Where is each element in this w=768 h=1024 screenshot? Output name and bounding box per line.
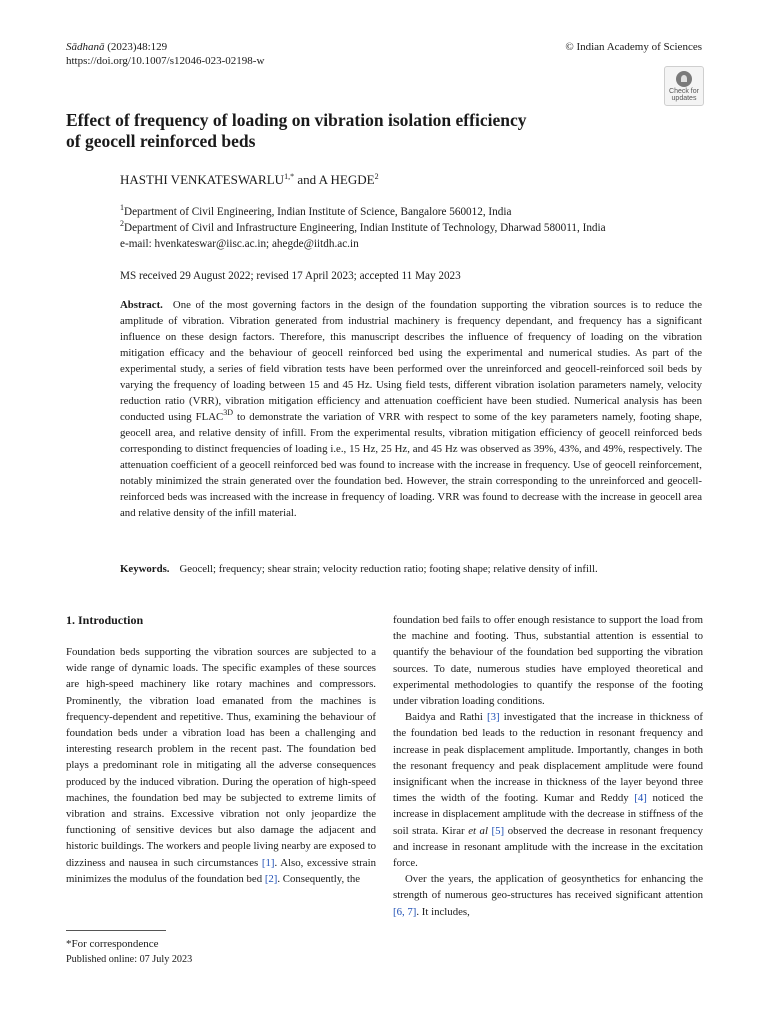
- check-updates-line2: updates: [671, 95, 697, 102]
- citation-link-2[interactable]: [2]: [264, 872, 278, 885]
- p3-text-b: . It includes,: [416, 905, 470, 918]
- author-1: HASTHI VENKATESWARLU: [120, 172, 285, 187]
- intro-text-2: . Also, excessive strain minimizes the modulus of the foundation bed: [66, 856, 376, 885]
- left-column: [66, 644, 376, 887]
- paper-title: [66, 110, 626, 152]
- published-online-note: Published online: 07 July 2023: [66, 954, 193, 965]
- abstract-text-part-1: One of the most governing factors in the design of the foundation supporting the vibration sources is to reduce the amplitude of vibration. Vibration generated from industrial machinery is frequency dependant, and frequency has a significant influence on these design factors. Therefore, this manuscript describes the influence of frequency of loading on the vibration mitigation efficacy and the behaviour of geocell reinforced bed using the experimental and numerical studies. As part of the experimental study, a series of field vibration tests have been performed over the unreinforced and geocell-reinforced soil beds by varying the frequency of loading between 15 and 45 Hz. Using field tests, different vibration isolation parameters namely, velocity reduction ratio (VRR), vibration mitigation efficiency and attenuation coefficient have been studied. Numerical analysis has been conducted using FLAC: [120, 299, 702, 423]
- citation-link-7[interactable]: 7]: [407, 905, 417, 918]
- intro-paragraph-2: [393, 709, 703, 871]
- affiliation-2: Department of Civil and Infrastructure Engineering, Indian Institute of Technology, Dharwad 580011, India: [124, 222, 606, 234]
- citation-link-1[interactable]: [1]: [261, 856, 275, 869]
- abstract-text-part-2: to demonstrate the variation of VRR with respect to some of the key parameters namely, footing shape, geocell area, and relative density of infill. From the experimental results, vibration mitigation efficiency of geocell reinforced beds corresponding to distinct frequencies of loading i.e., 15 Hz, 25 Hz, and 45 Hz was observed as 39%, 43%, and 49%, respectively. The attenuation coefficient of a geocell reinforced bed was found to increase with the increase in frequency. Use of geocell reinforcement, notably minimized the strain generated over the foundation bed. However, the strain corresponding to the unreinforced and geocell-reinforced beds was increased with the increase in frequency of loading. VRR was found to decrease with the increase in geocell area and relative density of the infill material.: [120, 411, 703, 519]
- section-heading-introduction: 1. Introduction: [66, 613, 144, 627]
- p2-text-c: noticed the increase in displacement amplitude with the decrease in stiffness of the soil strata. Kirar: [393, 792, 703, 837]
- keywords-text: Geocell; frequency; shear strain; velocity reduction ratio; footing shape; relative density of infill.: [179, 563, 598, 575]
- journal-name: Sādhanā: [66, 41, 105, 53]
- p3-text-a: Over the years, the application of geosynthetics for enhancing the strength of numerous geo-structures has received significant attention: [393, 873, 703, 902]
- affiliation-1-mark: 1: [120, 203, 124, 212]
- received-dates: MS received 29 August 2022; revised 17 April 2023; accepted 11 May 2023: [120, 270, 461, 282]
- bookmark-icon: [676, 71, 692, 87]
- correspondence-note: *For correspondence: [66, 938, 159, 950]
- citation-link-4[interactable]: [4]: [634, 792, 647, 805]
- abstract: [120, 297, 702, 521]
- journal-ref: (2023)48:129: [104, 41, 168, 53]
- author-2-affiliation-mark: 2: [374, 172, 379, 181]
- title-line-2: of geocell reinforced beds: [66, 131, 256, 151]
- citation-link-6[interactable]: [6,: [393, 905, 405, 918]
- p2-text-d: observed the decrease in resonant frequency and increase in resonant amplitude with the increase in the excitation force.: [393, 824, 704, 870]
- title-line-1: Effect of frequency of loading on vibration isolation efficiency: [66, 110, 527, 130]
- et-al: et al: [468, 824, 488, 837]
- affiliations: [120, 204, 710, 252]
- keywords: [120, 561, 702, 577]
- citation-link-5[interactable]: [5]: [491, 824, 505, 837]
- citation-link-3[interactable]: [3]: [486, 711, 500, 724]
- keywords-label: Keywords.: [120, 563, 170, 575]
- intro-paragraph-1: [66, 644, 376, 887]
- check-updates-line1: Check for: [669, 88, 699, 95]
- check-for-updates-badge[interactable]: [664, 66, 704, 106]
- affiliation-2-mark: 2: [120, 219, 124, 228]
- intro-paragraph-continued: foundation bed fails to offer enough resistance to support the load from the machine and footing. Thus, substantial attention is essential to quantify the behaviour of the foundation bed supporting the vibration sources. To date, numerous studies have employed theoretical and experimental methodologies to quantify the response of the footing under vibration loading conditions.: [393, 614, 703, 708]
- right-column: [393, 612, 703, 920]
- footnote-rule: [66, 930, 166, 931]
- p2-text-a: Baidya and Rathi: [405, 711, 487, 724]
- flac-superscript: 3D: [223, 408, 234, 417]
- p2-text-b: investigated that the increase in thickness of the foundation bed leads to the reduction in resonant frequency and increase in peak displacement amplitude. Importantly, changes in both the resonant frequency and peak displacement amplitude were found insignificant when the increase in thickness of the layer beyond three times the width of the footing. Kumar and Reddy: [393, 711, 703, 805]
- affiliation-1: Department of Civil Engineering, Indian Institute of Science, Bangalore 560012, India: [124, 206, 512, 218]
- publisher-notice: © Indian Academy of Sciences: [565, 41, 702, 53]
- intro-text-1: Foundation beds supporting the vibration sources are subjected to a wide range of dynamic loads. The specific examples of these sources are high-speed machinery like rotary machines and compressors. Prominently, the vibration load emanated from the machines is frequency-dependent and repetitive. Thus, examining the behaviour of foundation beds under a vibration load has been a challenging and interesting research problem in the recent past. The foundation bed plays a predominant role in mitigating all the adverse consequences produced by the induced vibration. During the operation of high-speed machines, the foundation bed may be subjected to extreme limits of vibration and strains. Excessive vibration not only jeopardize the functioning of sensitive devices but also damage the adjacent and historic buildings. The workers and people living nearby are exposed to dizziness and nausea in such circumstances: [66, 646, 376, 869]
- email-line[interactable]: e-mail: hvenkateswar@iisc.ac.in; ahegde@iitdh.ac.in: [120, 238, 359, 250]
- author-2: and A HEGDE: [294, 172, 375, 187]
- intro-paragraph-3: [393, 871, 703, 920]
- doi-link[interactable]: https://doi.org/10.1007/s12046-023-02198-w: [66, 55, 265, 67]
- abstract-label: Abstract.: [120, 299, 163, 311]
- author-list: [120, 172, 379, 188]
- author-1-affiliation-mark: 1,*: [284, 172, 295, 181]
- journal-citation: [66, 40, 264, 68]
- intro-text-3: . Consequently, the: [277, 872, 361, 885]
